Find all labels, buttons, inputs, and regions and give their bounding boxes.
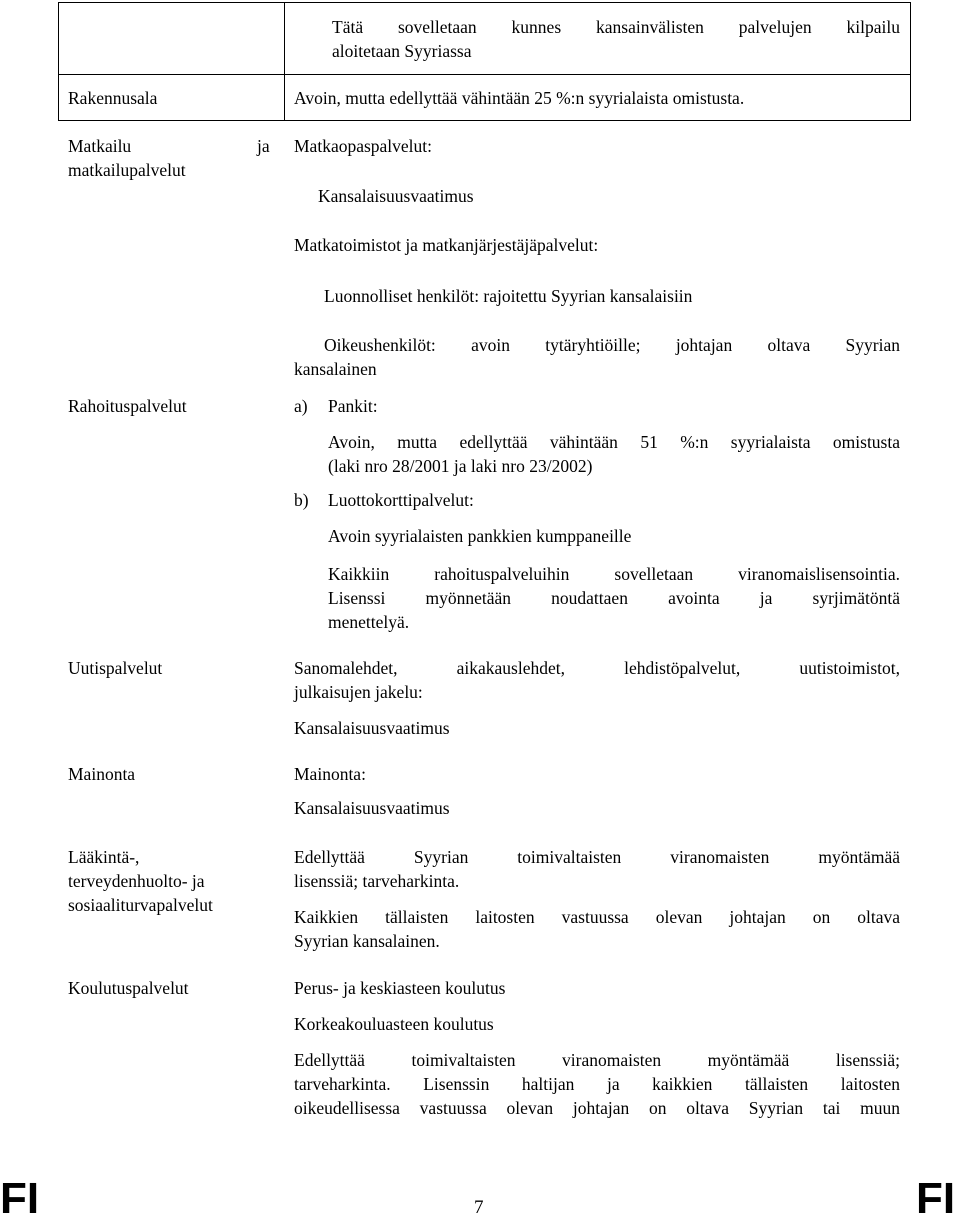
oikeushenkilot-text: Oikeushenkilöt: avoin tytäryhtiöille; johtajan oltava Syyrian	[324, 335, 900, 355]
koulutus-text-3: oikeudellisessa vastuussa olevan johtajan on oltava Syyrian tai muun	[294, 1098, 900, 1118]
pankit-title: Pankit:	[328, 396, 378, 416]
syyria-text: Tätä sovelletaan kunnes kansainvälisten palvelujen kilpailu	[332, 17, 900, 37]
label-matkailu-ja: ja	[257, 136, 270, 156]
lisensointi-text-2: Lisenssi myönnetään noudattaen avointa ja syrjimätöntä	[328, 588, 900, 608]
footer-lang-left: FI	[0, 1174, 40, 1223]
page-number: 7	[474, 1197, 484, 1218]
pankit-text-cont: (laki nro 28/2001 ja laki nro 23/2002)	[328, 456, 593, 476]
uutis-text: Sanomalehdet, aikakauslehdet, lehdistöpalvelut, uutistoimistot,	[294, 658, 900, 678]
matkatoimistot-title: Matkatoimistot ja matkanjärjestäjäpalvelut:	[294, 235, 599, 255]
table-left-border	[58, 2, 59, 121]
luottokortti-title: Luottokorttipalvelut:	[328, 490, 474, 510]
matkaopas-req: Kansalaisuusvaatimus	[318, 186, 474, 206]
table-column-divider	[284, 2, 285, 121]
laakinta-text-cont: lisenssiä; tarveharkinta.	[294, 871, 460, 891]
syyria-text-cont: aloitetaan Syyriassa	[332, 41, 472, 61]
rakennusala-text: Avoin, mutta edellyttää vähintään 25 %:n syyrialaista omistusta.	[294, 88, 745, 108]
label-mainonta: Mainonta	[68, 764, 136, 784]
label-laakinta: Lääkintä-,	[68, 847, 140, 867]
pankit-text: Avoin, mutta edellyttää vähintään 51 %:n syyrialaista omistusta	[328, 432, 900, 452]
laakinta-johtaja-text: Kaikkien tällaisten laitosten vastuussa olevan johtajan on oltava	[294, 907, 900, 927]
label-rakennusala: Rakennusala	[68, 88, 158, 108]
laakinta-text: Edellyttää Syyrian toimivaltaisten viranomaisten myöntämää	[294, 847, 900, 867]
table-row-line	[58, 74, 911, 75]
luonnolliset-text: Luonnolliset henkilöt: rajoitettu Syyrian kansalaisiin	[324, 286, 693, 306]
label-matkailupalvelut: matkailupalvelut	[68, 160, 186, 180]
laakinta-johtaja-text-cont: Syyrian kansalainen.	[294, 931, 440, 951]
label-koulutus: Koulutuspalvelut	[68, 978, 189, 998]
lisensointi-text-3: menettelyä.	[328, 612, 410, 632]
label-uutis: Uutispalvelut	[68, 658, 163, 678]
uutis-text-cont: julkaisujen jakelu:	[294, 682, 423, 702]
luottokortti-text: Avoin syyrialaisten pankkien kumppaneille	[328, 526, 632, 546]
mainonta-req: Kansalaisuusvaatimus	[294, 798, 450, 818]
marker-b: b)	[294, 490, 309, 510]
label-laakinta-3: sosiaaliturvapalvelut	[68, 895, 213, 915]
table-row-line	[58, 120, 911, 121]
matkaopas-title: Matkaopaspalvelut:	[294, 136, 433, 156]
footer-lang-right: FI	[916, 1174, 956, 1223]
label-matkailu: Matkailu	[68, 136, 132, 156]
marker-a: a)	[294, 396, 308, 416]
oikeushenkilot-text-cont: kansalainen	[294, 359, 377, 379]
table-top-line	[58, 2, 911, 3]
mainonta-title: Mainonta:	[294, 764, 366, 784]
koulutus-text: Edellyttää toimivaltaisten viranomaisten myöntämää lisenssiä;	[294, 1050, 900, 1070]
label-rahoitus: Rahoituspalvelut	[68, 396, 187, 416]
uutis-req: Kansalaisuusvaatimus	[294, 718, 450, 738]
koulutus-text-2: tarveharkinta. Lisenssin haltijan ja kaikkien tällaisten laitosten	[294, 1074, 900, 1094]
koulutus-korkea: Korkeakouluasteen koulutus	[294, 1014, 494, 1034]
koulutus-perus: Perus- ja keskiasteen koulutus	[294, 978, 506, 998]
table-right-border	[910, 2, 911, 121]
lisensointi-text: Kaikkiin rahoituspalveluihin sovelletaan viranomaislisensointia.	[328, 564, 900, 584]
label-laakinta-2: terveydenhuolto- ja	[68, 871, 205, 891]
